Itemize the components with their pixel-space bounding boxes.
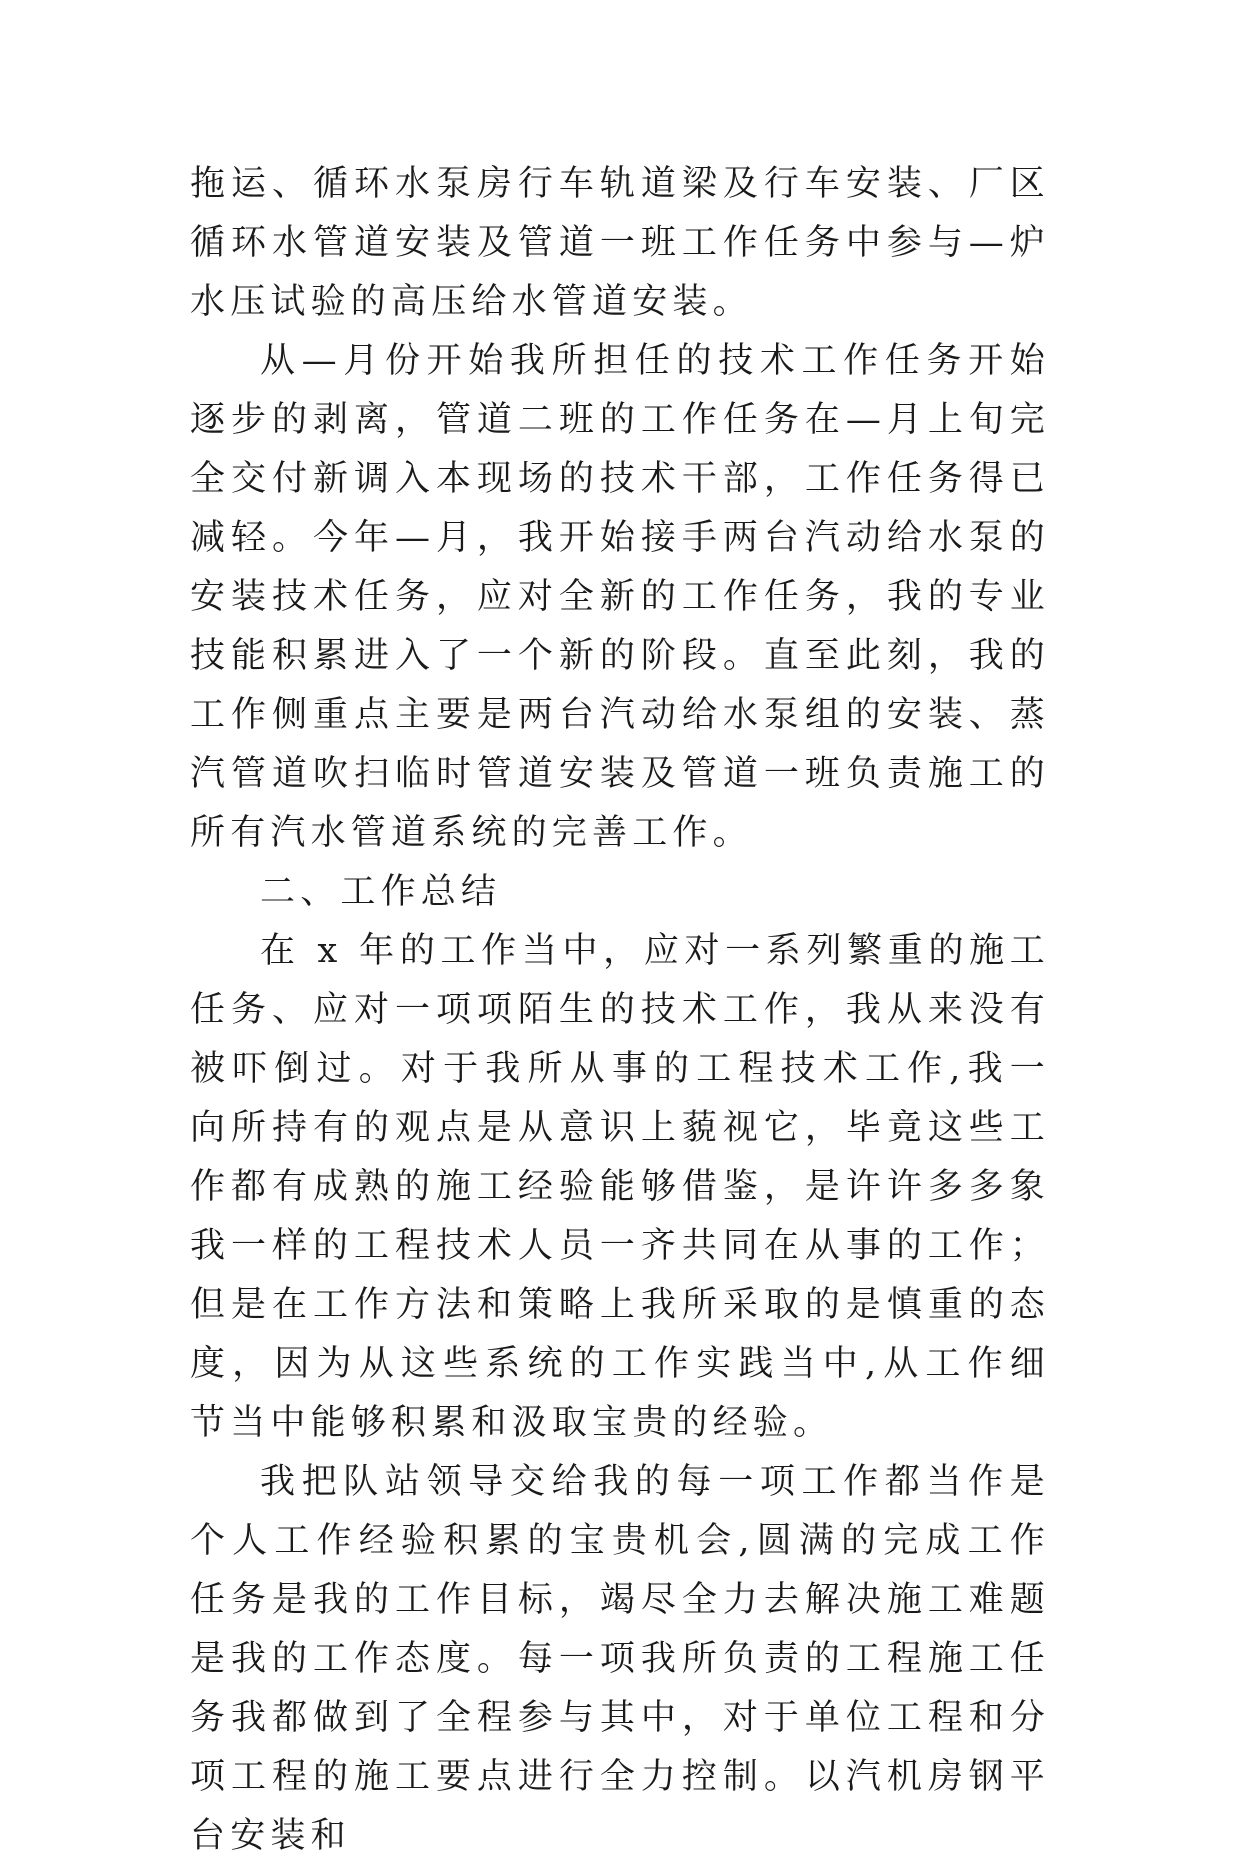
- paragraph: 拖运、循环水泵房行车轨道梁及行车安装、厂区循环水管道安装及管道一班工作任务中参与—炉水压试验的高压给水管道安装。: [190, 164, 1050, 322]
- paragraph: 在 x 年的工作当中，应对一系列繁重的施工任务、应对一项项陌生的技术工作，我从来没有被吓倒过。对于我所从事的工程技术工作,我一向所持有的观点是从意识上藐视它，毕竟这些工作都有成熟的施工经验能够借鉴，是许许多多象我一样的工程技术人员一齐共同在从事的工作；但是在工作方法和策略上我所采取的是慎重的态度，因为从这些系统的工作实践当中,从工作细节当中能够积累和汲取宝贵的经验。: [190, 931, 1050, 1443]
- paragraph: 我把队站领导交给我的每一项工作都当作是个人工作经验积累的宝贵机会,圆满的完成工作任务是我的工作目标，竭尽全力去解决施工难题是我的工作态度。每一项我所负责的工程施工任务我都做到了全程参与其中，对于单位工程和分项工程的施工要点进行全力控制。以汽机房钢平台安装和: [190, 1462, 1050, 1856]
- section-heading: 二、工作总结: [260, 872, 502, 912]
- paragraph: 从—月份开始我所担任的技术工作任务开始逐步的剥离，管道二班的工作任务在—月上旬完全交付新调入本现场的技术干部，工作任务得已减轻。今年—月，我开始接手两台汽动给水泵的安装技术任务，应对全新的工作任务，我的专业技能积累进入了一个新的阶段。直至此刻，我的工作侧重点主要是两台汽动给水泵组的安装、蒸汽管道吹扫临时管道安装及管道一班负责施工的所有汽水管道系统的完善工作。: [190, 341, 1050, 853]
- document-body: [190, 155, 1050, 1866]
